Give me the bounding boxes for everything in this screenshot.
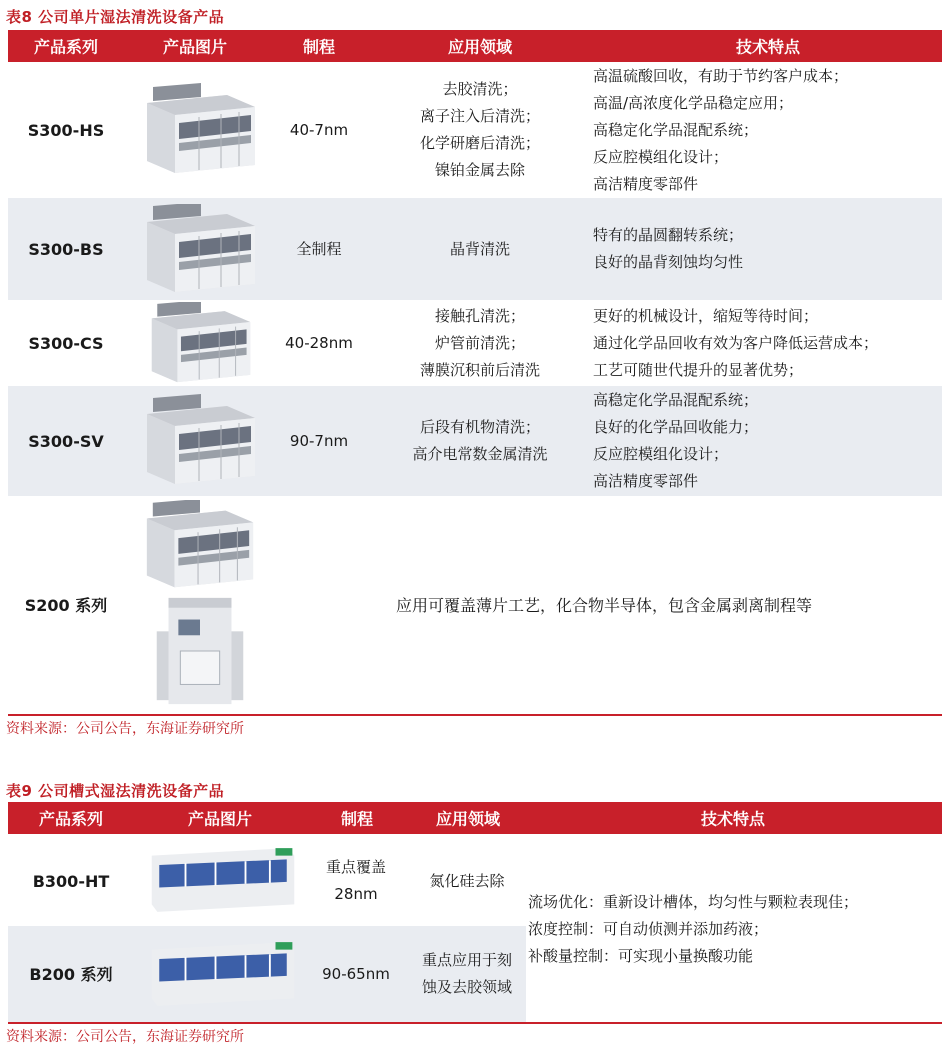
product-name: S300-SV: [28, 431, 104, 451]
header-series: 产品系列: [33, 37, 99, 57]
header-process: 制程: [340, 809, 374, 829]
application-cell: [388, 62, 572, 198]
table8-header: [8, 30, 942, 62]
product-name: S200 系列: [24, 595, 108, 615]
feature-line: 良好的晶背刻蚀均匀性: [593, 253, 744, 271]
application-line: 蚀及去胶领域: [421, 978, 512, 996]
process-cell: [306, 926, 406, 1022]
product-image: [148, 932, 298, 1016]
header-application: 应用领域: [435, 809, 501, 829]
feature-line: 反应腔模组化设计；: [593, 147, 729, 166]
feature-line: 高温硫酸回收，有助于节约客户成本；: [593, 66, 849, 85]
product-image: [141, 302, 261, 384]
header-series: 产品系列: [38, 809, 104, 829]
feature-line: 特有的晶圆翻转系统；: [593, 226, 744, 244]
feature-line: 高稳定化学品混配系统；: [593, 391, 759, 409]
feature-line: 良好的化学品回收能力；: [593, 418, 759, 436]
header-image: 产品图片: [162, 37, 228, 57]
application-line: 氮化硅去除: [429, 871, 505, 890]
application-cell: [408, 926, 526, 1022]
merged-description: 应用可覆盖薄片工艺，化合物半导体，包含金属剥离制程等: [395, 595, 812, 615]
feature-line: 浓度控制：可自动侦测并添加药液；: [528, 919, 769, 938]
product-image: [141, 592, 259, 710]
process-value: 全制程: [296, 239, 342, 258]
feature-line: 高温/高浓度化学品稳定应用；: [593, 93, 794, 112]
application-line: 接触孔清洗；: [434, 306, 525, 325]
table8-source: 资料来源：公司公告，东海证券研究所: [6, 721, 244, 737]
product-name: S300-BS: [28, 239, 104, 259]
product-name: S300-HS: [27, 120, 105, 140]
header-application: 应用领域: [447, 37, 513, 57]
application-cell: [388, 198, 572, 300]
feature-line: 补酸量控制：可实现小量换酸功能: [528, 946, 754, 965]
feature-line: 高稳定化学品混配系统；: [593, 120, 759, 139]
table-row: [8, 386, 942, 496]
table-row: [8, 496, 942, 714]
application-cell: [388, 386, 572, 496]
application-line: 炉管前清洗；: [434, 333, 525, 352]
table9-header: [8, 802, 942, 834]
features-lines: [528, 836, 942, 1022]
header-features: 技术特点: [735, 37, 801, 57]
feature-line: 流场优化：重新设计槽体，均匀性与颗粒表现佳；: [528, 892, 859, 911]
product-image: [141, 204, 261, 294]
application-line: 离子注入后清洗；: [419, 107, 540, 125]
table9-features-cell: [526, 836, 942, 1022]
feature-line: 通过化学品回收有效为客户降低运营成本；: [593, 333, 879, 352]
process-value: 40-7nm: [289, 120, 349, 139]
application-line: 去胶清洗；: [442, 80, 518, 98]
table8-bottom-rule: [8, 714, 942, 716]
header-features: 技术特点: [700, 809, 766, 829]
feature-line: 高洁精度零部件: [593, 174, 699, 193]
feature-line: 更好的机械设计，缩短等待时间；: [593, 306, 819, 325]
process-line: 90-65nm: [322, 964, 390, 983]
table-row: [8, 62, 942, 198]
application-line: 晶背清洗: [449, 239, 510, 258]
process-line: 重点覆盖: [325, 858, 386, 876]
product-name: B200 系列: [29, 964, 113, 984]
product-name: S300-CS: [28, 333, 104, 353]
features-cell: [593, 300, 942, 386]
application-line: 化学研磨后清洗；: [419, 134, 540, 152]
header-process: 制程: [302, 37, 336, 57]
product-image: [141, 70, 261, 188]
table-row: [8, 198, 942, 300]
process-value: 90-7nm: [289, 431, 349, 450]
feature-line: 反应腔模组化设计；: [593, 445, 729, 463]
application-line: 镍铂金属去除: [434, 161, 525, 179]
features-cell: [593, 62, 942, 198]
application-line: 高介电常数金属清洗: [412, 445, 548, 463]
feature-line: 工艺可随世代提升的显著优势；: [593, 360, 804, 379]
application-cell: [408, 836, 526, 926]
table-row: [8, 300, 942, 386]
product-image: [141, 392, 261, 490]
application-cell: [388, 300, 572, 386]
table9-caption: 表9 公司槽式湿法清洗设备产品: [6, 782, 225, 800]
product-image: [141, 500, 259, 590]
process-cell: [306, 836, 406, 926]
product-image: [148, 840, 298, 920]
application-line: 薄膜沉积前后清洗: [419, 360, 540, 379]
process-line: 28nm: [334, 885, 378, 903]
process-value: 40-28nm: [285, 333, 353, 352]
feature-line: 高洁精度零部件: [593, 472, 699, 490]
application-line: 后段有机物清洗；: [419, 418, 540, 436]
table9-bottom-rule: [8, 1022, 942, 1024]
features-cell: [593, 386, 942, 496]
features-cell: [593, 198, 942, 300]
application-line: 重点应用于刻: [421, 951, 512, 969]
product-name: B300-HT: [32, 871, 110, 891]
table9-source: 资料来源：公司公告，东海证券研究所: [6, 1029, 244, 1045]
header-image: 产品图片: [187, 809, 253, 829]
table8-caption: 表8 公司单片湿法清洗设备产品: [6, 8, 225, 26]
